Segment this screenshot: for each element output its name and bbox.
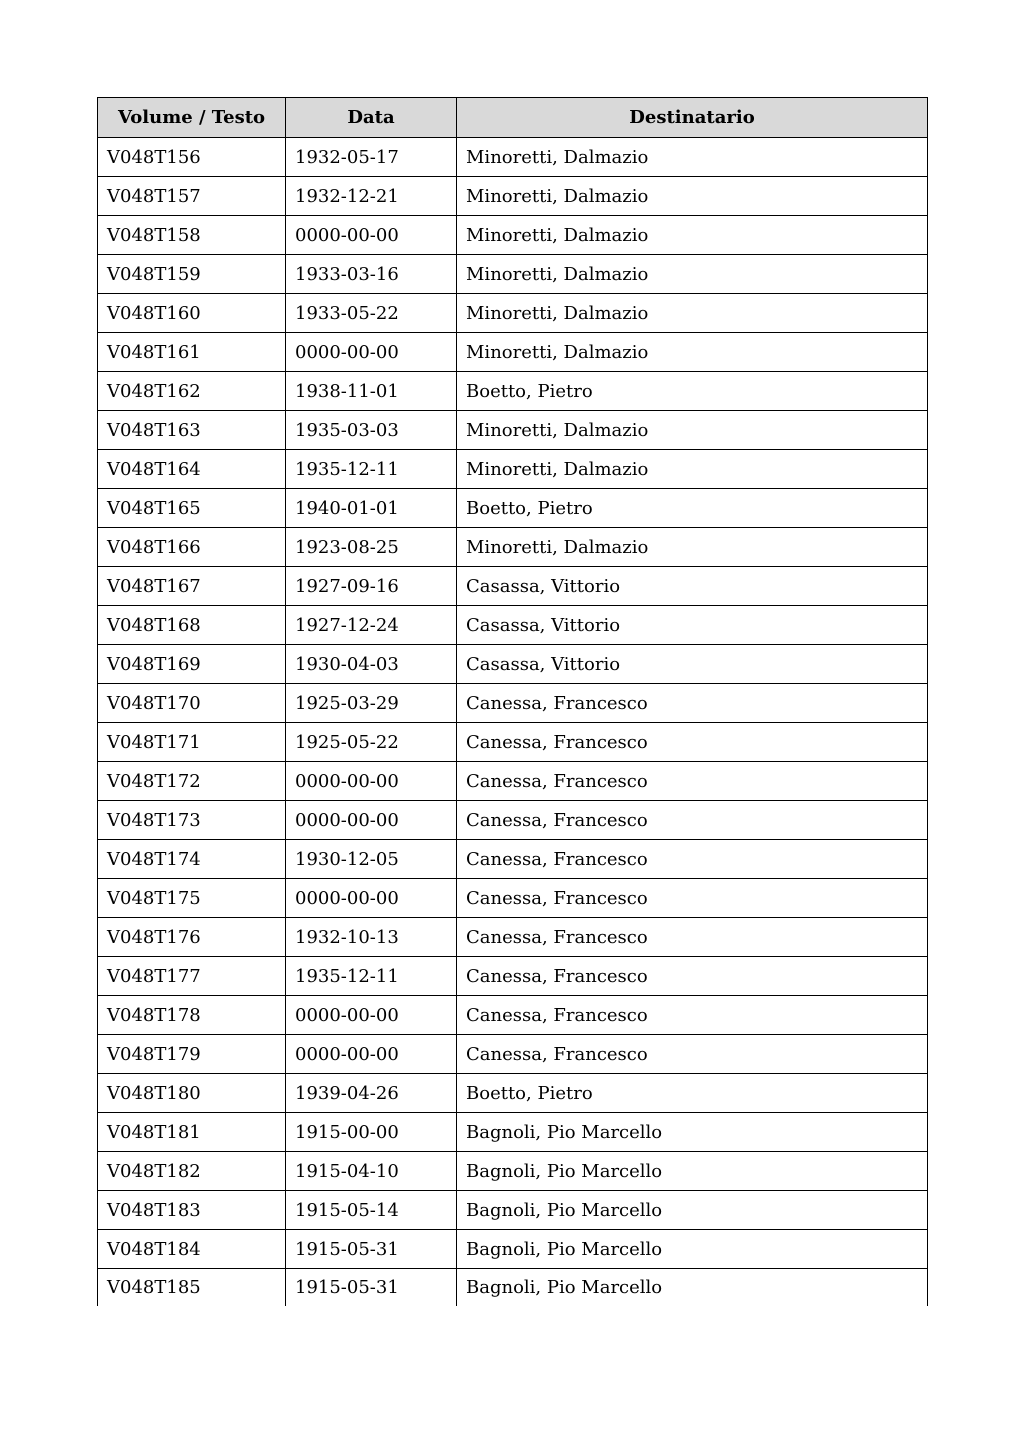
cell-volume-testo: V048T172 <box>98 762 286 801</box>
table-row <box>98 411 928 450</box>
cell-volume-testo: V048T166 <box>98 528 286 567</box>
table-row <box>98 255 928 294</box>
cell-destinatario: Canessa, Francesco <box>457 957 928 996</box>
table-row <box>98 372 928 411</box>
table-row <box>98 1230 928 1269</box>
cell-data: 1927-09-16 <box>286 567 457 606</box>
cell-destinatario: Boetto, Pietro <box>457 372 928 411</box>
table-row <box>98 1035 928 1074</box>
cell-destinatario: Casassa, Vittorio <box>457 567 928 606</box>
cell-destinatario: Canessa, Francesco <box>457 918 928 957</box>
cell-destinatario: Minoretti, Dalmazio <box>457 216 928 255</box>
cell-data: 1935-03-03 <box>286 411 457 450</box>
cell-data: 0000-00-00 <box>286 879 457 918</box>
cell-volume-testo: V048T181 <box>98 1113 286 1152</box>
table-row <box>98 1269 928 1307</box>
cell-destinatario: Boetto, Pietro <box>457 1074 928 1113</box>
cell-data: 0000-00-00 <box>286 996 457 1035</box>
table-row <box>98 216 928 255</box>
cell-volume-testo: V048T159 <box>98 255 286 294</box>
table-row <box>98 1152 928 1191</box>
cell-data: 1915-05-31 <box>286 1230 457 1269</box>
cell-volume-testo: V048T173 <box>98 801 286 840</box>
cell-destinatario: Canessa, Francesco <box>457 801 928 840</box>
table-row <box>98 1191 928 1230</box>
cell-data: 1933-03-16 <box>286 255 457 294</box>
table-row <box>98 996 928 1035</box>
cell-destinatario: Canessa, Francesco <box>457 879 928 918</box>
cell-volume-testo: V048T180 <box>98 1074 286 1113</box>
cell-volume-testo: V048T158 <box>98 216 286 255</box>
table-row <box>98 801 928 840</box>
cell-data: 0000-00-00 <box>286 801 457 840</box>
cell-volume-testo: V048T168 <box>98 606 286 645</box>
cell-data: 1939-04-26 <box>286 1074 457 1113</box>
cell-volume-testo: V048T169 <box>98 645 286 684</box>
cell-volume-testo: V048T171 <box>98 723 286 762</box>
header-destinatario: Destinatario <box>457 98 928 138</box>
cell-volume-testo: V048T161 <box>98 333 286 372</box>
cell-volume-testo: V048T156 <box>98 138 286 177</box>
cell-volume-testo: V048T183 <box>98 1191 286 1230</box>
cell-destinatario: Casassa, Vittorio <box>457 606 928 645</box>
cell-volume-testo: V048T182 <box>98 1152 286 1191</box>
cell-destinatario: Casassa, Vittorio <box>457 645 928 684</box>
header-volume-testo: Volume / Testo <box>98 98 286 138</box>
cell-data: 1938-11-01 <box>286 372 457 411</box>
table-row <box>98 684 928 723</box>
table-row <box>98 840 928 879</box>
cell-data: 0000-00-00 <box>286 762 457 801</box>
cell-volume-testo: V048T162 <box>98 372 286 411</box>
cell-volume-testo: V048T178 <box>98 996 286 1035</box>
cell-destinatario: Bagnoli, Pio Marcello <box>457 1152 928 1191</box>
cell-data: 1935-12-11 <box>286 450 457 489</box>
cell-destinatario: Boetto, Pietro <box>457 489 928 528</box>
cell-data: 1935-12-11 <box>286 957 457 996</box>
cell-volume-testo: V048T177 <box>98 957 286 996</box>
table-row <box>98 918 928 957</box>
table-row <box>98 138 928 177</box>
cell-data: 1932-05-17 <box>286 138 457 177</box>
cell-data: 0000-00-00 <box>286 333 457 372</box>
cell-data: 1932-12-21 <box>286 177 457 216</box>
cell-data: 1930-04-03 <box>286 645 457 684</box>
cell-destinatario: Minoretti, Dalmazio <box>457 411 928 450</box>
letters-table <box>97 97 928 1306</box>
table-row <box>98 528 928 567</box>
cell-destinatario: Canessa, Francesco <box>457 1035 928 1074</box>
cell-volume-testo: V048T170 <box>98 684 286 723</box>
cell-destinatario: Canessa, Francesco <box>457 723 928 762</box>
cell-destinatario: Minoretti, Dalmazio <box>457 294 928 333</box>
table-body <box>98 138 928 1307</box>
cell-data: 1940-01-01 <box>286 489 457 528</box>
cell-destinatario: Minoretti, Dalmazio <box>457 333 928 372</box>
cell-data: 1930-12-05 <box>286 840 457 879</box>
table-row <box>98 333 928 372</box>
table-row <box>98 567 928 606</box>
table-row <box>98 450 928 489</box>
cell-destinatario: Bagnoli, Pio Marcello <box>457 1230 928 1269</box>
table-row <box>98 762 928 801</box>
cell-volume-testo: V048T175 <box>98 879 286 918</box>
cell-destinatario: Minoretti, Dalmazio <box>457 450 928 489</box>
cell-volume-testo: V048T185 <box>98 1269 286 1307</box>
cell-data: 1927-12-24 <box>286 606 457 645</box>
cell-data: 1915-05-31 <box>286 1269 457 1307</box>
table-row <box>98 294 928 333</box>
cell-destinatario: Bagnoli, Pio Marcello <box>457 1113 928 1152</box>
table-row <box>98 957 928 996</box>
cell-destinatario: Bagnoli, Pio Marcello <box>457 1191 928 1230</box>
table-row <box>98 723 928 762</box>
cell-data: 0000-00-00 <box>286 216 457 255</box>
cell-data: 1933-05-22 <box>286 294 457 333</box>
table-row <box>98 879 928 918</box>
cell-volume-testo: V048T174 <box>98 840 286 879</box>
cell-volume-testo: V048T176 <box>98 918 286 957</box>
cell-volume-testo: V048T165 <box>98 489 286 528</box>
cell-destinatario: Canessa, Francesco <box>457 684 928 723</box>
header-data: Data <box>286 98 457 138</box>
cell-volume-testo: V048T179 <box>98 1035 286 1074</box>
cell-data: 1915-04-10 <box>286 1152 457 1191</box>
cell-data: 1923-08-25 <box>286 528 457 567</box>
table-row <box>98 489 928 528</box>
cell-destinatario: Bagnoli, Pio Marcello <box>457 1269 928 1307</box>
table-header-row <box>98 98 928 138</box>
cell-data: 1925-05-22 <box>286 723 457 762</box>
cell-data: 0000-00-00 <box>286 1035 457 1074</box>
table-row <box>98 606 928 645</box>
cell-volume-testo: V048T164 <box>98 450 286 489</box>
cell-data: 1915-05-14 <box>286 1191 457 1230</box>
cell-volume-testo: V048T157 <box>98 177 286 216</box>
table-row <box>98 645 928 684</box>
cell-destinatario: Canessa, Francesco <box>457 996 928 1035</box>
cell-volume-testo: V048T160 <box>98 294 286 333</box>
cell-volume-testo: V048T167 <box>98 567 286 606</box>
cell-volume-testo: V048T184 <box>98 1230 286 1269</box>
cell-destinatario: Minoretti, Dalmazio <box>457 177 928 216</box>
table-row <box>98 1074 928 1113</box>
cell-destinatario: Canessa, Francesco <box>457 762 928 801</box>
cell-destinatario: Canessa, Francesco <box>457 840 928 879</box>
cell-destinatario: Minoretti, Dalmazio <box>457 528 928 567</box>
cell-volume-testo: V048T163 <box>98 411 286 450</box>
cell-data: 1925-03-29 <box>286 684 457 723</box>
cell-data: 1915-00-00 <box>286 1113 457 1152</box>
table-row <box>98 177 928 216</box>
table-row <box>98 1113 928 1152</box>
cell-destinatario: Minoretti, Dalmazio <box>457 138 928 177</box>
cell-destinatario: Minoretti, Dalmazio <box>457 255 928 294</box>
cell-data: 1932-10-13 <box>286 918 457 957</box>
